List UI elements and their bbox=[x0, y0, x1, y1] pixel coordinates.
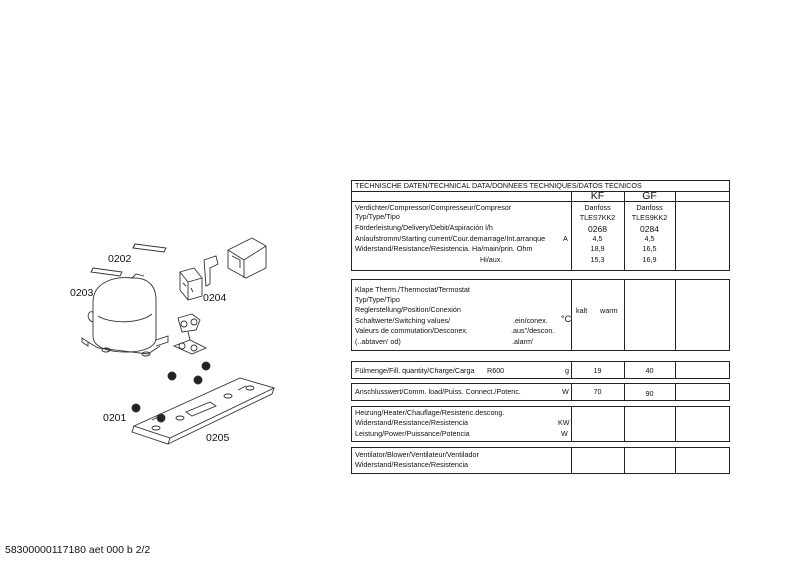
fill-quantity-label: Fülmenge/Fill. quantity/Charge/Carga bbox=[355, 366, 475, 375]
heating-power-unit: W bbox=[561, 429, 568, 438]
relay-part bbox=[180, 268, 202, 300]
gf-compressor-resistance-main: 16,5 bbox=[642, 244, 657, 253]
table-title: TECHNISCHE DATEN/TECHNICAL DATA/DONNEES TECHNIQUES/DATOS TECNICOS bbox=[355, 181, 642, 190]
base-plate-part bbox=[132, 378, 274, 444]
part-number-0205: 0205 bbox=[206, 432, 230, 444]
thermostat-label: Klape Therm./Thermostat/Termostat bbox=[355, 285, 470, 294]
part-number-0202: 0202 bbox=[108, 253, 132, 265]
document-id-footer: 58300000117180 aet 000 b 2/2 bbox=[5, 544, 151, 556]
thermostat-switching-label: Schaltwerte/Switching values/ bbox=[355, 316, 451, 325]
compressor-resistance-aux-label: Hi/aux. bbox=[480, 255, 503, 264]
compressor-current-label: Anlaufstromm/Starting current/Cour.demarrage/Int.arranque bbox=[355, 234, 546, 243]
gf-compressor-current: 4,5 bbox=[644, 234, 655, 243]
compressor-label: Verdichter/Compressor/Compresseur/Compresor bbox=[355, 203, 512, 212]
gf-compressor-brand: Danfoss bbox=[636, 203, 663, 212]
terminal-part bbox=[174, 314, 206, 354]
kf-compressor-delivery: 0268 bbox=[588, 224, 607, 234]
kf-fill-quantity: 19 bbox=[593, 366, 602, 375]
gf-compressor-resistance-aux: 16,9 bbox=[642, 255, 657, 264]
kf-compressor-resistance-aux: 15,3 bbox=[590, 255, 605, 264]
heating-power-label: Leistung/Power/Puissance/Potencia bbox=[355, 429, 470, 438]
kf-compressor-brand: Danfoss bbox=[584, 203, 611, 212]
compressor-delivery-label: Förderleistung/Delivery/Debit/Aspiración l/h bbox=[355, 223, 493, 232]
gf-fill-quantity: 40 bbox=[645, 366, 654, 375]
thermostat-type-label: Typ/Type/Tipo bbox=[355, 295, 400, 304]
gf-compressor-delivery: 0284 bbox=[640, 224, 659, 234]
thermostat-unit-off: .aus"/descon. bbox=[511, 326, 555, 335]
connection-load-unit: W bbox=[562, 387, 569, 396]
gf-compressor-type: TLES9KK2 bbox=[631, 213, 668, 222]
fill-refrigerant: R600 bbox=[487, 366, 505, 375]
connection-load-label: Anschlusswert/Comm. load/Puiss. Connect./Potenc. bbox=[355, 387, 521, 396]
compressor-part bbox=[82, 274, 168, 356]
kf-compressor-current: 4,5 bbox=[592, 234, 603, 243]
compressor-resistance-main-label: Widerstand/Resistance/Resistencia. Ha/main/prin. Ohm bbox=[355, 244, 533, 253]
compressor-type-label: Typ/Type/Tipo bbox=[355, 212, 400, 221]
clip-part bbox=[133, 244, 166, 252]
thermostat-position-label: Reglerstellung/Position/Conexión bbox=[355, 305, 461, 314]
column-header-gf: GF bbox=[642, 190, 657, 202]
fan-resistance-label: Widerstand/Resistance/Resistencia bbox=[355, 460, 469, 469]
kf-compressor-type: TLES7KK2 bbox=[579, 213, 616, 222]
kf-connection-load: 70 bbox=[593, 387, 602, 396]
fan-label: Ventilator/Blower/Ventilateur/Ventilador bbox=[355, 450, 479, 459]
heating-label: Heizung/Heater/Chauflage/Resistenc.descong. bbox=[355, 408, 505, 417]
cover-part bbox=[228, 238, 266, 278]
thermostat-unit-alarm: .alarm' bbox=[512, 337, 534, 346]
part-number-0203: 0203 bbox=[70, 287, 94, 299]
bracket-part bbox=[204, 256, 218, 286]
heating-resistance-label: Widerstand/Resistance/Resistencia bbox=[355, 418, 469, 427]
kf-thermostat-position-cold: kalt bbox=[576, 306, 588, 315]
part-number-0201: 0201 bbox=[103, 412, 127, 424]
heating-resistance-unit: KW bbox=[558, 418, 570, 427]
kf-compressor-resistance-main: 18,9 bbox=[590, 244, 605, 253]
thermostat-unit-on: .ein/conex. bbox=[513, 316, 548, 325]
exploded-parts-drawing bbox=[60, 220, 300, 460]
thermostat-unit-celsius: °C bbox=[561, 314, 572, 324]
gf-connection-load: 90 bbox=[645, 389, 654, 398]
kf-thermostat-position-warm: warm bbox=[600, 306, 618, 315]
clip-part bbox=[91, 268, 122, 276]
thermostat-defrost-label: (..abtaven' od) bbox=[355, 337, 401, 346]
fill-unit: g bbox=[565, 366, 569, 375]
column-header-kf: KF bbox=[590, 190, 605, 202]
part-number-0204: 0204 bbox=[203, 292, 227, 304]
compressor-current-unit: A bbox=[563, 234, 568, 243]
thermostat-values-label: Valeurs de commutation/Desconex. bbox=[355, 326, 468, 335]
